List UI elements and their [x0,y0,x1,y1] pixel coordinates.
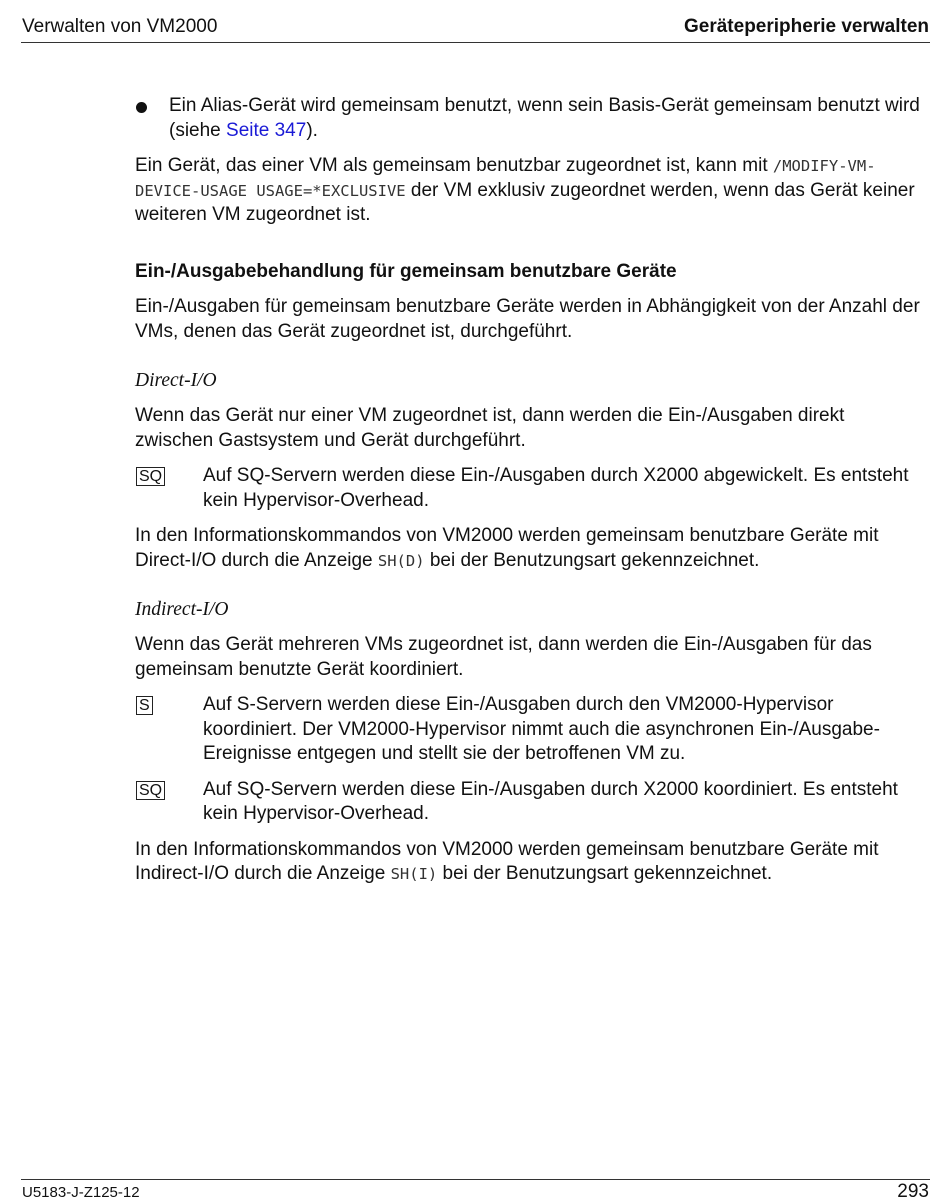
paragraph-text: bei der Benutzungsart gekennzeichnet. [437,863,773,884]
paragraph-text: In den Informationskommandos von VM2000 werden gemeinsam benutzbare Geräte mit Indirect-I/O durch die Anzeige [135,838,879,884]
indirect-io-info-paragraph [135,838,927,887]
direct-io-heading: Direct-I/O [135,370,217,391]
note-text: Auf SQ-Servern werden diese Ein-/Ausgaben durch X2000 koordiniert. Es entsteht kein Hypervisor-Overhead. [203,778,898,824]
indirect-io-paragraph: Wenn das Gerät mehreren VMs zugeordnet ist, dann werden die Ein-/Ausgaben für das gemeinsam benutzte Gerät koordiniert. [135,634,872,680]
paragraph-text: In den Informationskommandos von VM2000 werden gemeinsam benutzbare Geräte mit Direct-I/O durch die Anzeige [135,525,879,571]
paragraph-text: der VM exklusiv zugeordnet werden, wenn das Gerät keiner weiteren VM zugeordnet ist. [135,179,915,225]
running-header-chapter: Verwalten von VM2000 [22,16,218,37]
bullet-text-end: ). [306,119,318,141]
bullet-dot-icon [136,102,147,113]
direct-io-paragraph: Wenn das Gerät nur einer VM zugeordnet ist, dann werden die Ein-/Ausgaben direkt zwischen Gastsystem und Gerät durchgeführt. [135,405,845,451]
note-text: Auf SQ-Servern werden diese Ein-/Ausgaben durch X2000 abgewickelt. Es entsteht kein Hypervisor-Overhead. [203,465,909,511]
paragraph-text: Ein Gerät, das einer VM als gemeinsam benutzbar zugeordnet ist, kann mit [135,155,773,176]
direct-io-info-paragraph [135,524,927,573]
section-heading: Ein-/Ausgabebehandlung für gemeinsam benutzbare Geräte [135,260,677,282]
page-body [135,94,927,898]
document-number: U5183-J-Z125-12 [22,1184,140,1201]
paragraph-text: bei der Benutzungsart gekennzeichnet. [424,549,760,571]
display-code: SH(D) [377,551,425,570]
server-tag-s: S [136,696,153,715]
display-code: SH(I) [390,865,438,883]
footer-rule [21,1179,930,1180]
page-number: 293 [897,1181,929,1202]
page-reference-link[interactable]: Seite 347 [226,119,307,141]
indirect-io-sq-note [135,778,927,827]
bullet-text-start: Ein Alias-Gerät wird gemeinsam benutzt, wenn sein Basis-Gerät gemeinsam benutzt wird (siehe [169,95,920,141]
direct-io-sq-note [135,464,927,513]
server-tag-sq: SQ [136,467,165,486]
header-rule [21,42,930,43]
indirect-io-s-note [135,693,927,767]
exclusive-usage-paragraph [135,154,927,228]
bullet-item [135,94,927,143]
note-text: Auf S-Servern werden diese Ein-/Ausgaben durch den VM2000-Hypervisor koordiniert. Der VM2000-Hypervisor nimmt auch die asynchronen Ein-/Ausgabe-Ereignisse entgegen und stellt sie der betroffenen VM zu. [203,694,880,764]
server-tag-sq: SQ [136,781,165,800]
command-code: /MODIFY-VM-DEVICE-USAGE USAGE=*EXCLUSIVE [135,157,876,200]
indirect-io-heading: Indirect-I/O [135,599,229,620]
running-header-section: Geräteperipherie verwalten [684,16,929,37]
intro-paragraph: Ein-/Ausgaben für gemeinsam benutzbare Geräte werden in Abhängigkeit von der Anzahl der VMs, denen das Gerät zugeordnet ist, durchgeführt. [135,296,920,342]
